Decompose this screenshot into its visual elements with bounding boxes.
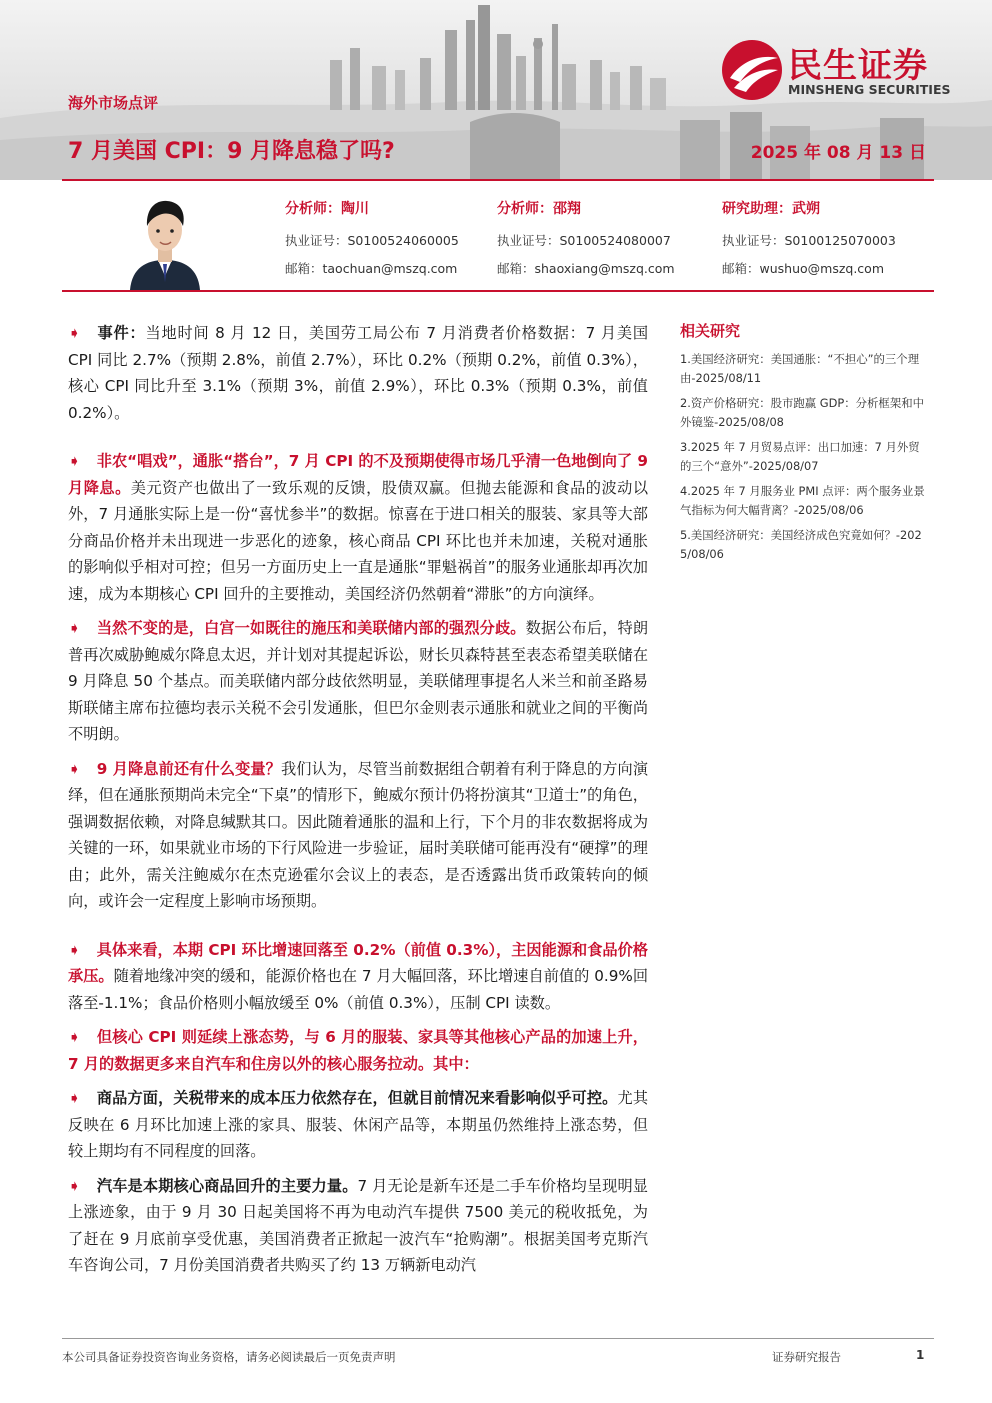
report-body: [68, 320, 648, 1287]
analyst-cert: 执业证号：S0100125070003: [722, 233, 896, 248]
page-number: 1: [916, 1348, 925, 1362]
paragraph-text: 7 月无论是新车还是二手车价格均呈现明显上涨迹象，由于 9 月 30 日起美国将不再为电动汽车提供 7500 美元的税收抵免，为了赶在 9 月底前享受优惠，美国消费者正掀起一波汽车“抢购潮”。根据美国考克斯汽车咨询公司，7 月份美国消费者共购买了约 13 万辆新电动汽: [68, 1176, 648, 1274]
related-research-item[interactable]: 5.美国经济研究：美国经济成色究竟如何？-2025/08/06: [680, 528, 922, 561]
related-research-item[interactable]: 2.资产价格研究：股市跑赢 GDP：分析框架和中外镜鉴-2025/08/08: [680, 396, 924, 429]
analyst-email[interactable]: 邮箱：wushuo@mszq.com: [722, 261, 885, 276]
paragraph-nonfarm: [68, 448, 648, 607]
paragraph-lead: 9 月降息前还有什么变量？: [96, 759, 281, 778]
paragraph-autos: [68, 1173, 648, 1279]
paragraph-september-variables: [68, 756, 648, 915]
paragraph-lead: 事件：: [96, 324, 146, 342]
arrow-bullet-icon: ➧: [68, 940, 81, 959]
page-title: 7 月美国 CPI：9 月降息稳了吗?: [68, 139, 395, 164]
arrow-bullet-icon: ➧: [68, 619, 81, 637]
analyst-email[interactable]: 邮箱：taochuan@mszq.com: [285, 261, 458, 276]
brand-name-en: MINSHENG SECURITIES: [788, 82, 951, 97]
arrow-bullet-icon: ➧: [68, 324, 81, 342]
analyst-card: [497, 198, 675, 287]
footer-disclaimer: 本公司具备证券投资咨询业务资格，请务必阅读最后一页免责声明: [62, 1350, 396, 1364]
arrow-bullet-icon: ➧: [68, 1176, 81, 1195]
arrow-bullet-icon: ➧: [68, 1089, 81, 1107]
footer-report-type: 证券研究报告: [772, 1350, 841, 1364]
paragraph-event: [68, 320, 648, 426]
analyst-name: 研究助理：武朔: [722, 201, 820, 217]
related-research-sidebar: [680, 320, 930, 570]
report-date: 2025 年 08 月 13 日: [750, 143, 926, 163]
paragraph-lead: 当然不变的是，白宫一如既往的施压和美联储内部的强烈分歧。: [96, 619, 526, 637]
paragraph-text: 数据公布后，特朗普再次威胁鲍威尔降息太迟，并计划对其提起诉讼，财长贝森特甚至表态希望美联储在 9 月降息 50 个基点。而美联储内部分歧依然明显，美联储理事提名人米兰和前圣路易斯联储主席布拉德均表示关税不会引发通胀，但巴尔金则表示通胀和就业之间的平衡尚不明朗。: [68, 619, 649, 743]
header-divider: [62, 179, 934, 181]
paragraph-lead: 具体来看，本期 CPI 环比增速回落至 0.2%（前值 0.3%），主因能源和食品价格承压。: [68, 940, 648, 985]
report-category: 海外市场点评: [68, 94, 159, 112]
related-research-item[interactable]: 1.美国经济研究：美国通胀：“不担心”的三个理由-2025/08/11: [680, 352, 920, 385]
paragraph-goods: [68, 1085, 648, 1165]
brand-name-cn: 民生证券: [788, 46, 928, 86]
analyst-cert: 执业证号：S0100524080007: [497, 233, 671, 248]
arrow-bullet-icon: ➧: [68, 1028, 81, 1046]
analyst-divider: [62, 290, 934, 292]
analyst-name: 分析师：邵翔: [497, 201, 581, 217]
paragraph-core-cpi: [68, 1024, 648, 1077]
analyst-name: 分析师：陶川: [285, 201, 369, 217]
arrow-bullet-icon: ➧: [68, 452, 81, 470]
analyst-cert: 执业证号：S0100524060005: [285, 233, 459, 248]
analyst-avatar: [124, 190, 206, 290]
paragraph-lead: 非农“唱戏”，通胀“搭台”，7 月 CPI 的不及预期使得市场几乎清一色地倒向了 9 月降息。: [68, 452, 648, 497]
arrow-bullet-icon: ➧: [68, 759, 81, 778]
paragraph-lead: 商品方面，关税带来的成本压力依然存在，但就目前情况来看影响似乎可控。: [96, 1089, 618, 1107]
paragraph-text: 随着地缘冲突的缓和，能源价格也在 7 月大幅回落，环比增速自前值的 0.9%回落至-1.1%；食品价格则小幅放缓至 0%（前值 0.3%），压制 CPI 读数。: [68, 967, 649, 1012]
paragraph-text: 美元资产也做出了一致乐观的反馈，股债双赢。但抛去能源和食品的波动以外，7 月通胀实际上是一份“喜忧参半”的数据。惊喜在于进口相关的服装、家具等大部分商品价格并未出现进一步恶化的迹象，核心商品 CPI 环比也并未加速，关税对通胀的影响似乎相对可控；但另一方面历史上一直是通胀“罪魁祸首”的服务业通胀却再次加速，成为本期核心 CPI 回升的主要推动，美国经济仍然朝着“滞胀”的方向演绎。: [68, 478, 649, 603]
paragraph-lead: 但核心 CPI 则延续上涨态势，与 6 月的服装、家具等其他核心产品的加速上升，7 月的数据更多来自汽车和住房以外的核心服务拉动。其中：: [68, 1028, 648, 1073]
sidebar-title: 相关研究: [680, 322, 741, 340]
paragraph-cpi-detail: [68, 937, 648, 1017]
paragraph-whitehouse: [68, 615, 648, 748]
footer-divider: [62, 1338, 934, 1339]
paragraph-text: 我们认为，尽管当前数据组合朝着有利于降息的方向演绎，但在通胀预期尚未完全“下桌”的情形下，鲍威尔预计仍将扮演其“卫道士”的角色，强调数据依赖，对降息缄默其口。因此随着通胀的温和上行，下个月的非农数据将成为关键的一环，如果就业市场的下行风险进一步验证，届时美联储可能再没有“硬撑”的理由；此外，需关注鲍威尔在杰克逊霍尔会议上的表态，是否透露出货币政策转向的倾向，或许会一定程度上影响市场预期。: [68, 759, 649, 910]
paragraph-text: 当地时间 8 月 12 日，美国劳工局公布 7 月消费者价格数据：7 月美国 CPI 同比 2.7%（预期 2.8%，前值 2.7%），环比 0.2%（预期 0.2%，前值 0.3%），核心 CPI 同比升至 3.1%（预期 3%，前值 2.9%），环比 0.3%（预期 0.3%，前值 0.2%）。: [68, 324, 649, 422]
paragraph-lead: 汽车是本期核心商品回升的主要力量。: [96, 1176, 358, 1195]
minsheng-logo-icon: [720, 38, 784, 102]
analyst-card: [285, 198, 459, 287]
company-logo: [720, 36, 970, 106]
analyst-card: [722, 198, 896, 287]
analyst-email[interactable]: 邮箱：shaoxiang@mszq.com: [497, 261, 675, 276]
related-research-item[interactable]: 3.2025 年 7 月贸易点评：出口加速：7 月外贸的三个“意外”-2025/08/07: [680, 440, 920, 473]
header-banner: [0, 0, 992, 180]
paragraph-text: 尤其反映在 6 月环比加速上涨的家具、服装、休闲产品等，本期虽仍然维持上涨态势，但较上期均有不同程度的回落。: [68, 1089, 649, 1160]
related-research-item[interactable]: 4.2025 年 7 月服务业 PMI 点评：两个服务业景气指标为何大幅背离？-2025/08/06: [680, 484, 925, 517]
